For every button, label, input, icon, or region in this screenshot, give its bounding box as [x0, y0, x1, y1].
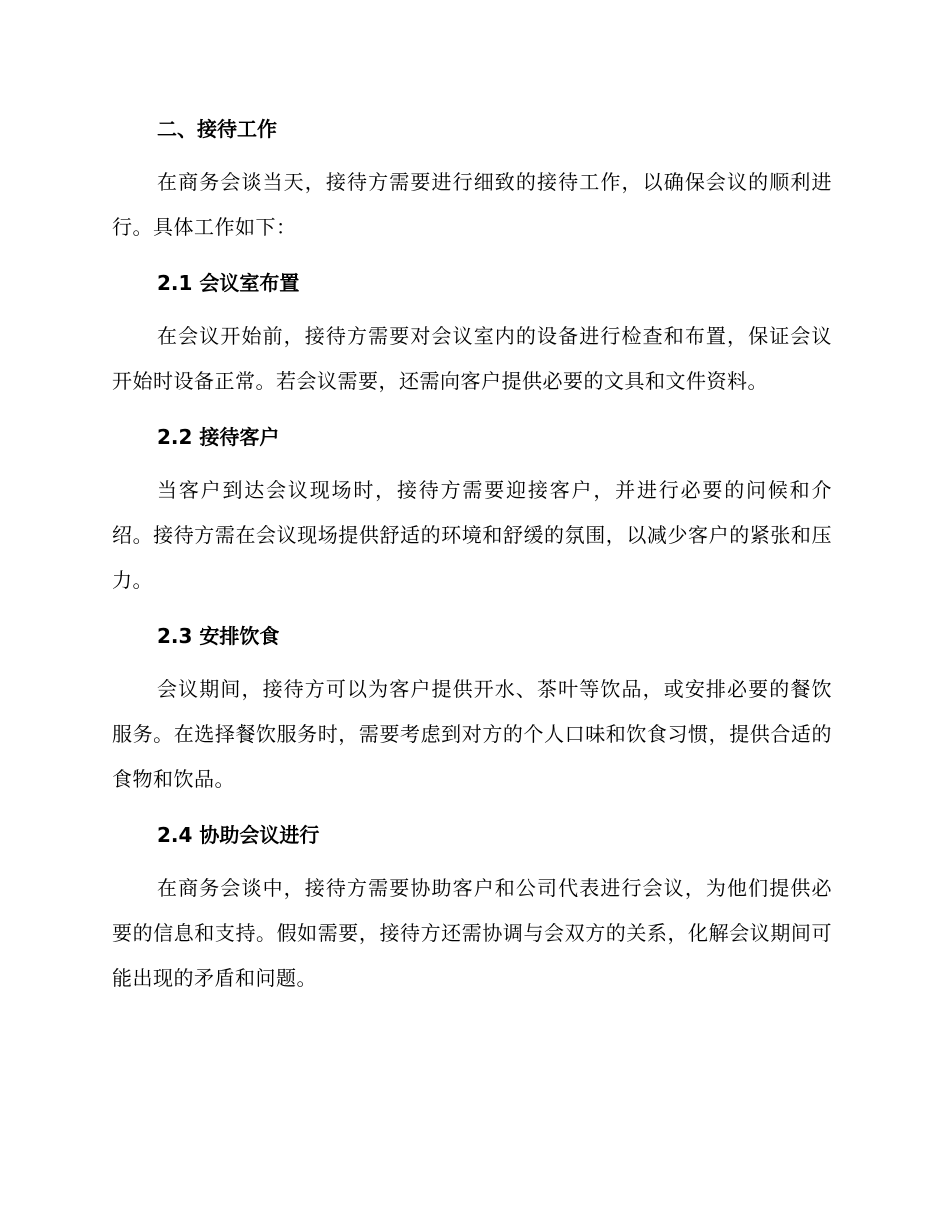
section-intro-paragraph: 在商务会谈当天，接待方需要进行细致的接待工作，以确保会议的顺利进行。具体工作如下：	[112, 170, 832, 239]
subsection-body-2-2: 当客户到达会议现场时，接待方需要迎接客户，并进行必要的问候和介绍。接待方需在会议现场提供舒适的环境和舒缓的氛围，以减少客户的紧张和压力。	[112, 478, 832, 592]
subsection-body-2-4: 在商务会谈中，接待方需要协助客户和公司代表进行会议，为他们提供必要的信息和支持。假如需要，接待方还需协调与会双方的关系，化解会议期间可能出现的矛盾和问题。	[112, 876, 832, 990]
subsection-body-2-1: 在会议开始前，接待方需要对会议室内的设备进行检查和布置，保证会议开始时设备正常。若会议需要，还需向客户提供必要的文具和文件资料。	[112, 324, 832, 393]
subsection-body-2-3: 会议期间，接待方可以为客户提供开水、茶叶等饮品，或安排必要的餐饮服务。在选择餐饮服务时，需要考虑到对方的个人口味和饮食习惯，提供合适的食物和饮品。	[112, 677, 832, 791]
subsection-title-2-1: 2.1 会议室布置	[157, 271, 300, 295]
subsection-title-2-4: 2.4 协助会议进行	[157, 823, 320, 847]
subsection-title-2-3: 2.3 安排饮食	[157, 624, 280, 648]
document-page	[112, 110, 832, 1001]
section-title: 二、接待工作	[157, 117, 277, 141]
subsection-title-2-2: 2.2 接待客户	[157, 425, 280, 449]
